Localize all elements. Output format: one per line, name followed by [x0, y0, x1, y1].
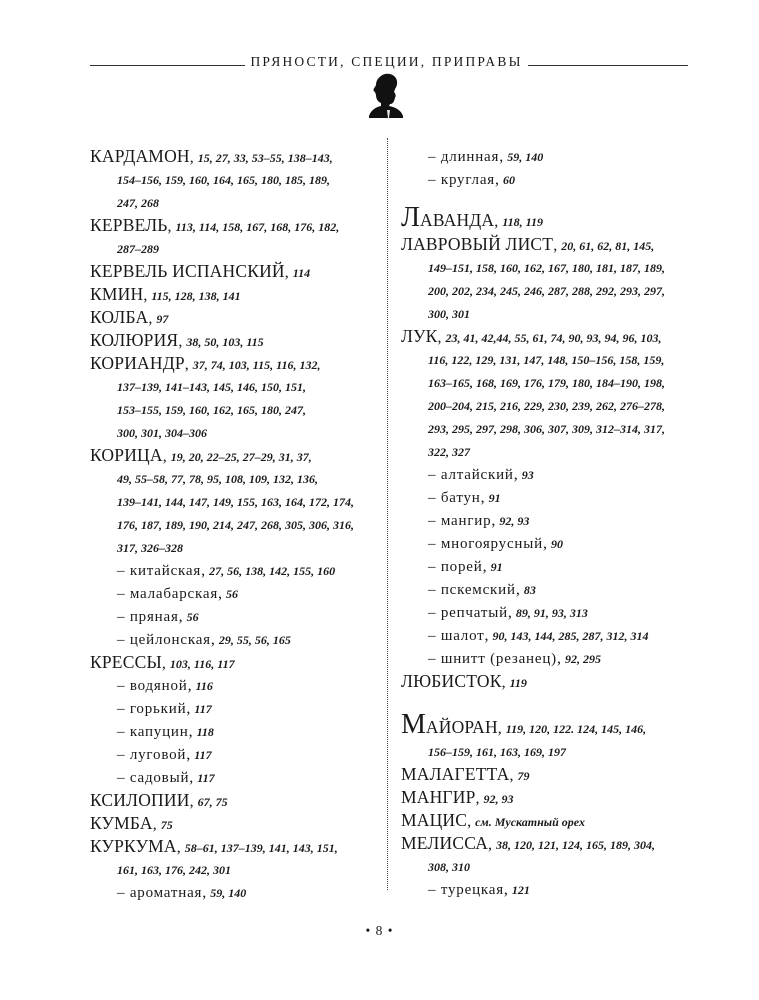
entry-term: МАЛАГЕТТА [401, 764, 510, 784]
page-refs: 161, 163, 176, 242, 301 [117, 863, 231, 877]
entry-term: КОЛБА [90, 307, 149, 327]
index-subentry: – порей, 91 [428, 558, 503, 575]
page-refs: 116, 122, 129, 131, 147, 148, 150–156, 158, 159, [428, 353, 665, 367]
subentry-term: – садовый [117, 770, 190, 786]
page-refs: 300, 301, 304–306 [117, 426, 207, 440]
page-refs: 149–151, 158, 160, 162, 167, 180, 181, 187, 189, [428, 261, 665, 275]
page-refs: 114 [292, 266, 311, 280]
section-letter: Л [401, 202, 420, 233]
page-refs-continuation [90, 168, 378, 191]
page-refs-continuation [90, 421, 378, 444]
page-refs: 38, 50, 103, 115 [186, 335, 264, 349]
index-entry: КОРИАНДР, 37, 74, 103, 115, 116, 132, [90, 353, 321, 373]
page-refs: 119, 120, 122. 124, 145, 146, [505, 722, 647, 736]
subentry-term: – китайская [117, 563, 202, 579]
entry-term: МАЦИС [401, 810, 468, 830]
page-refs: 115, 128, 138, 141 [151, 289, 241, 303]
index-entry: ЛАВРОВЫЙ ЛИСТ, 20, 61, 62, 81, 145, [401, 234, 655, 254]
page-refs-continuation [90, 467, 378, 490]
index-entry: КОЛБА, 97 [90, 307, 169, 327]
page-refs: 92, 295 [564, 652, 601, 666]
subentry-term: – луговой [117, 747, 187, 763]
page-refs-continuation [90, 398, 378, 421]
subentry-term: – пряная [117, 609, 179, 625]
index-column-left [90, 145, 378, 904]
page-refs: 308, 310 [428, 860, 470, 874]
entry-term: КУМБА [90, 813, 153, 833]
page-refs: 56 [226, 587, 239, 601]
entry-term: КОРИЦА [90, 445, 163, 465]
index-entry: КОРИЦА, 19, 20, 22–25, 27–29, 31, 37, [90, 445, 312, 465]
page-refs: 156–159, 161, 163, 169, 197 [428, 745, 566, 759]
page-refs-continuation [401, 417, 691, 440]
entry-term: КСИЛОПИИ [90, 790, 190, 810]
page-refs: 118 [196, 725, 214, 739]
header-rule-left [90, 65, 245, 66]
index-entry: КУМБА, 75 [90, 813, 173, 833]
index-subentry: – садовый, 117 [117, 769, 215, 786]
column-divider [387, 138, 388, 890]
page-refs: 59, 140 [507, 150, 544, 164]
entry-term: ЛАВРОВЫЙ ЛИСТ [401, 234, 554, 254]
page-refs: 58–61, 137–139, 141, 143, 151, [184, 841, 338, 855]
index-entry: КЕРВЕЛЬ, 113, 114, 158, 167, 168, 176, 182, [90, 215, 340, 235]
page-refs: 153–155, 159, 160, 162, 165, 180, 247, [117, 403, 306, 417]
page-refs: 89, 91, 93, 313 [515, 606, 588, 620]
page-refs: 137–139, 141–143, 145, 146, 150, 151, [117, 380, 306, 394]
page-refs: 38, 120, 121, 124, 165, 189, 304, [496, 838, 656, 852]
page-refs: 119 [509, 676, 527, 690]
subentry-term: – шнитт (резанец) [428, 651, 557, 667]
page-refs: 116 [195, 679, 213, 693]
page-refs: 83 [523, 583, 536, 597]
index-entry: КЕРВЕЛЬ ИСПАНСКИЙ, 114 [90, 261, 311, 281]
index-subentry: – турецкая, 121 [428, 881, 530, 898]
page-refs-continuation [90, 858, 378, 881]
entry-term: АЙОРАН [425, 717, 498, 737]
page-refs: 317, 326–328 [117, 541, 183, 555]
subentry-term: – многоярусный [428, 536, 543, 552]
index-entry: МЕЛИССА, 38, 120, 121, 124, 165, 189, 304, [401, 833, 656, 853]
index-entry-letter: МАЙОРАН, 119, 120, 122. 124, 145, 146, [401, 709, 647, 740]
page-refs: 37, 74, 103, 115, 116, 132, [192, 358, 321, 372]
page-refs-continuation [401, 855, 691, 878]
page-refs: 27, 56, 138, 142, 155, 160 [209, 564, 336, 578]
page-refs-continuation [401, 371, 691, 394]
index-subentry: – длинная, 59, 140 [428, 148, 544, 165]
page-refs-continuation [90, 513, 378, 536]
page-refs: 60 [502, 173, 515, 187]
spacer [401, 693, 691, 710]
page-refs: 293, 295, 297, 298, 306, 307, 309, 312–314, 317, [428, 422, 665, 436]
page-refs-continuation [401, 256, 691, 279]
page-refs: 91 [490, 560, 503, 574]
index-subentry: – водяной, 116 [117, 677, 213, 694]
page-refs: 117 [194, 702, 212, 716]
index-subentry: – алтайский, 93 [428, 466, 534, 483]
page-refs: 117 [197, 771, 215, 785]
page-refs-continuation [90, 536, 378, 559]
subentry-term: – алтайский [428, 467, 514, 483]
entry-term: АВАНДА [420, 210, 495, 230]
subentry-term: – капуцин [117, 724, 189, 740]
entry-term: ЛУК [401, 326, 438, 346]
page-refs-continuation [401, 440, 691, 463]
page-refs: 322, 327 [428, 445, 470, 459]
page-refs: 90 [550, 537, 563, 551]
subentry-term: – ароматная [117, 885, 203, 901]
page-refs: 49, 55–58, 77, 78, 95, 108, 109, 132, 136, [117, 472, 318, 486]
page-refs: 92, 93 [499, 514, 530, 528]
index-entry: КУРКУМА, 58–61, 137–139, 141, 143, 151, [90, 836, 338, 856]
spacer [401, 191, 691, 203]
page-refs: 200, 202, 234, 245, 246, 287, 288, 292, 293, 297, [428, 284, 665, 298]
entry-term: КРЕССЫ [90, 652, 162, 672]
page-refs: 90, 143, 144, 285, 287, 312, 314 [492, 629, 649, 643]
entry-term: КЕРВЕЛЬ ИСПАНСКИЙ [90, 261, 285, 281]
page-refs: 20, 61, 62, 81, 145, [561, 239, 655, 253]
index-subentry: – круглая, 60 [428, 171, 515, 188]
subentry-term: – батун [428, 490, 481, 506]
index-entry: КРЕССЫ, 103, 116, 117 [90, 652, 235, 672]
subentry-term: – порей [428, 559, 483, 575]
index-subentry: – пряная, 56 [117, 608, 199, 625]
page-number: • 8 • [365, 923, 394, 938]
page-refs-continuation [401, 348, 691, 371]
index-entry: КСИЛОПИИ, 67, 75 [90, 790, 228, 810]
index-subentry: – репчатый, 89, 91, 93, 313 [428, 604, 588, 621]
page-refs: 113, 114, 158, 167, 168, 176, 182, [175, 220, 340, 234]
subentry-term: – турецкая [428, 882, 504, 898]
page-refs: 247, 268 [117, 196, 159, 210]
page-refs: 176, 187, 189, 190, 214, 247, 268, 305, 306, 316, [117, 518, 354, 532]
index-entry: МАНГИР, 92, 93 [401, 787, 514, 807]
page-refs: 92, 93 [483, 792, 514, 806]
header-rule-right [528, 65, 688, 66]
index-entry-see: МАЦИС, см. Мускатный орех [401, 810, 585, 830]
page-refs: 19, 20, 22–25, 27–29, 31, 37, [170, 450, 312, 464]
subentry-term: – репчатый [428, 605, 508, 621]
page-refs-continuation [90, 191, 378, 214]
page-refs: 139–141, 144, 147, 149, 155, 163, 164, 172, 174, [117, 495, 354, 509]
page-refs: 67, 75 [197, 795, 228, 809]
page-refs: 59, 140 [210, 886, 247, 900]
index-entry: КАРДАМОН, 15, 27, 33, 53–55, 138–143, [90, 146, 333, 166]
section-letter: М [401, 709, 426, 740]
page-refs-continuation [401, 394, 691, 417]
index-subentry: – многоярусный, 90 [428, 535, 563, 552]
page-refs: 118, 119 [502, 215, 543, 229]
page-refs-continuation [90, 237, 378, 260]
subentry-term: – круглая [428, 172, 495, 188]
index-subentry: – шнитт (резанец), 92, 295 [428, 650, 601, 667]
page-refs-continuation [90, 375, 378, 398]
page-refs: 97 [156, 312, 169, 326]
see-reference: см. Мускатный орех [475, 815, 585, 829]
index-entry: МАЛАГЕТТА, 79 [401, 764, 530, 784]
subentry-term: – мангир [428, 513, 492, 529]
index-subentry: – луговой, 117 [117, 746, 212, 763]
index-subentry: – мангир, 92, 93 [428, 512, 530, 529]
page-refs: 15, 27, 33, 53–55, 138–143, [197, 151, 333, 165]
index-entry: КМИН, 115, 128, 138, 141 [90, 284, 241, 304]
index-subentry: – капуцин, 118 [117, 723, 214, 740]
page-refs-continuation [401, 279, 691, 302]
index-subentry: – батун, 91 [428, 489, 501, 506]
index-entry: КОЛЮРИЯ, 38, 50, 103, 115 [90, 330, 264, 350]
index-subentry: – горький, 117 [117, 700, 212, 717]
index-subentry: – ароматная, 59, 140 [117, 884, 247, 901]
page-refs: 29, 55, 56, 165 [218, 633, 291, 647]
page-refs: 23, 41, 42,44, 55, 61, 74, 90, 93, 94, 96, 103, [445, 331, 662, 345]
entry-term: КМИН [90, 284, 144, 304]
page-refs-continuation [90, 490, 378, 513]
page-refs: 154–156, 159, 160, 164, 165, 180, 185, 189, [117, 173, 330, 187]
subentry-term: – пскемский [428, 582, 516, 598]
index-subentry: – цейлонская, 29, 55, 56, 165 [117, 631, 291, 648]
header-title: ПРЯНОСТИ, СПЕЦИИ, ПРИПРАВЫ [250, 54, 523, 69]
entry-term: КАРДАМОН [90, 146, 190, 166]
page-refs: 79 [517, 769, 530, 783]
page-refs-continuation [401, 740, 691, 763]
page-refs: 93 [521, 468, 534, 482]
page-refs: 103, 116, 117 [169, 657, 235, 671]
entry-term: КУРКУМА [90, 836, 177, 856]
entry-term: ЛЮБИСТОК [401, 671, 502, 691]
page-refs: 163–165, 168, 169, 176, 179, 180, 184–190, 198, [428, 376, 665, 390]
subentry-term: – водяной [117, 678, 188, 694]
index-subentry: – пскемский, 83 [428, 581, 536, 598]
page-refs-continuation [401, 302, 691, 325]
entry-term: КОРИАНДР [90, 353, 185, 373]
entry-term: КОЛЮРИЯ [90, 330, 179, 350]
subentry-term: – длинная [428, 149, 500, 165]
page-refs: 91 [488, 491, 501, 505]
page-refs: 117 [194, 748, 212, 762]
subentry-term: – цейлонская [117, 632, 211, 648]
index-entry: ЛЮБИСТОК, 119 [401, 671, 527, 691]
subentry-term: – малабарская [117, 586, 219, 602]
chef-profile-icon [367, 72, 405, 118]
subentry-term: – горький [117, 701, 187, 717]
index-entry-letter: ЛАВАНДА, 118, 119 [401, 202, 543, 233]
entry-term: МЕЛИССА [401, 833, 489, 853]
entry-term: МАНГИР [401, 787, 476, 807]
page-refs: 75 [160, 818, 173, 832]
index-entry: ЛУК, 23, 41, 42,44, 55, 61, 74, 90, 93, 94, 96, 103, [401, 326, 662, 346]
page-refs: 200–204, 215, 216, 229, 230, 239, 262, 276–278, [428, 399, 665, 413]
page-refs: 300, 301 [428, 307, 470, 321]
running-header [0, 54, 759, 74]
page-refs: 121 [511, 883, 530, 897]
page-refs: 287–289 [117, 242, 159, 256]
index-subentry: – шалот, 90, 143, 144, 285, 287, 312, 314 [428, 627, 649, 644]
index-subentry: – китайская, 27, 56, 138, 142, 155, 160 [117, 562, 336, 579]
index-column-right [401, 145, 691, 901]
subentry-term: – шалот [428, 628, 485, 644]
entry-term: КЕРВЕЛЬ [90, 215, 168, 235]
page-refs: 56 [186, 610, 199, 624]
index-subentry: – малабарская, 56 [117, 585, 239, 602]
